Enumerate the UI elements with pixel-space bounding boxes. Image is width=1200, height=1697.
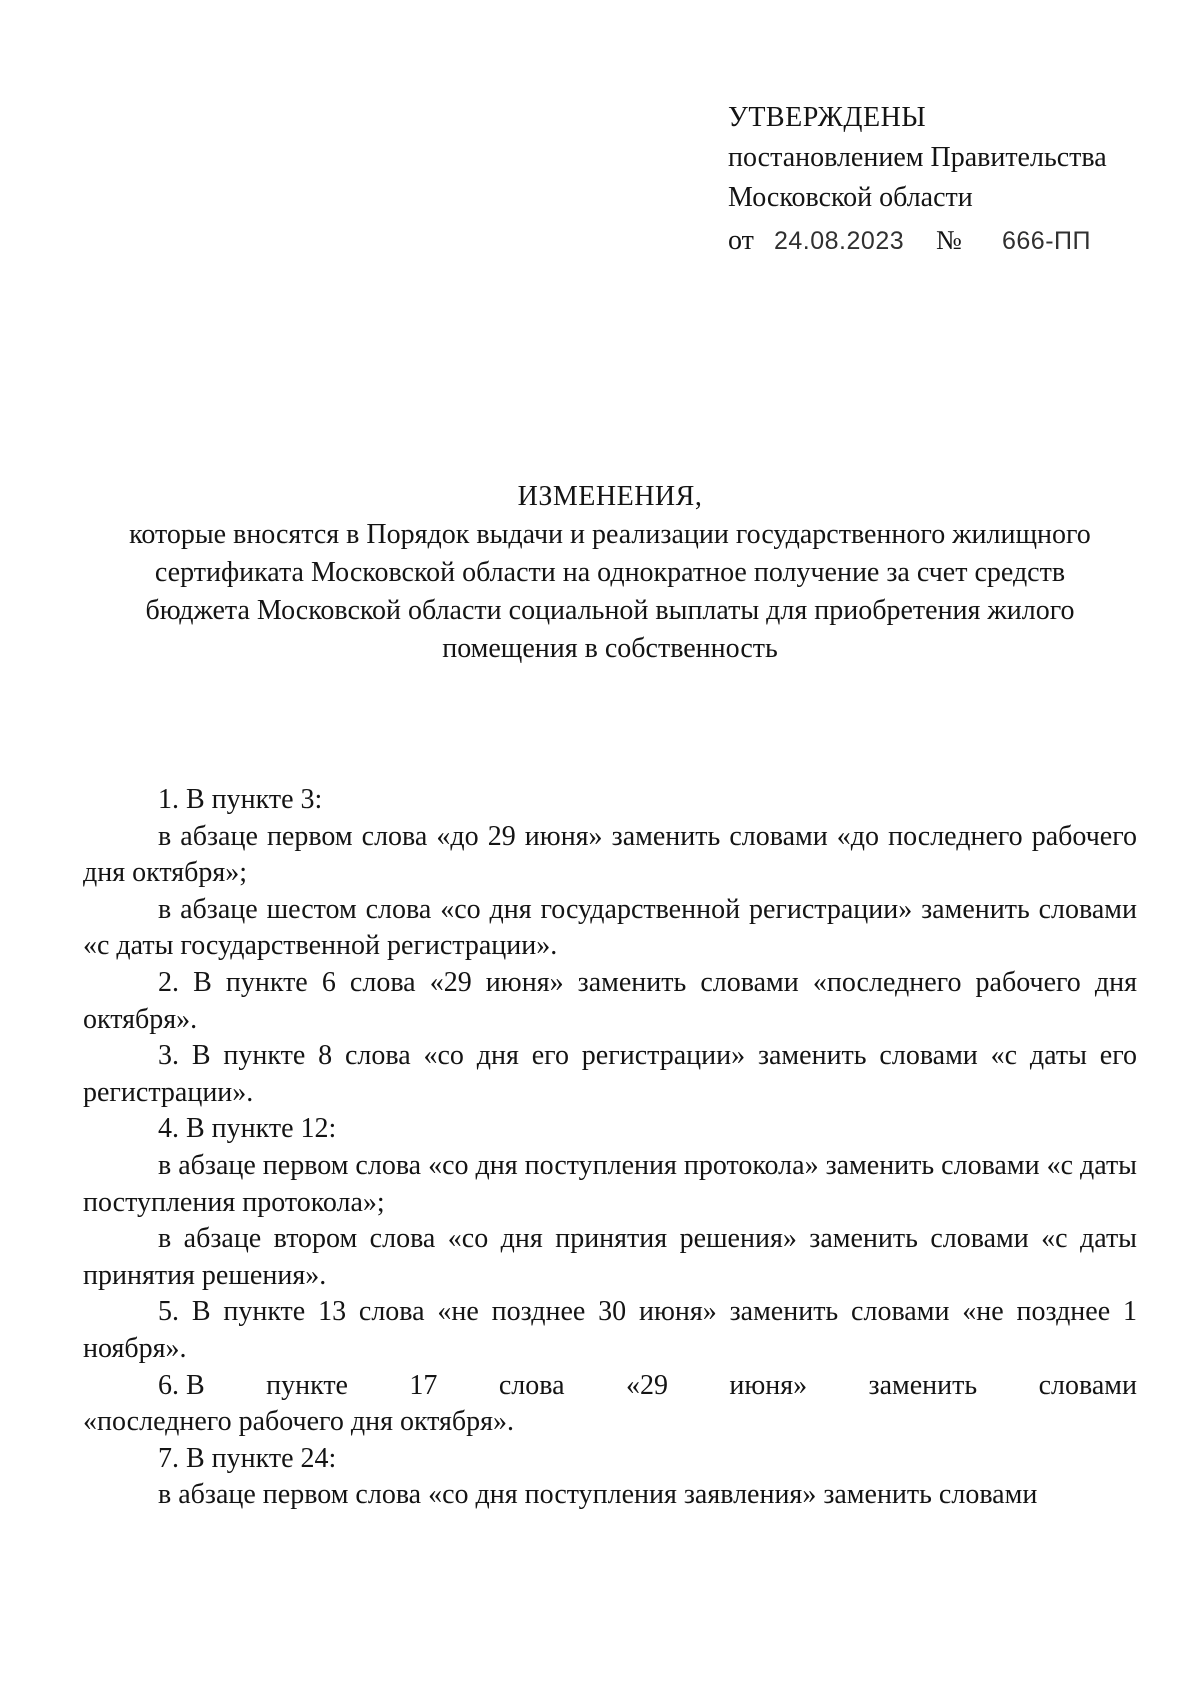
item6-word: словами bbox=[1038, 1369, 1137, 1401]
item6-word: июня» bbox=[729, 1369, 808, 1401]
heading-line: сертификата Московской области на однократное получение за счет средств bbox=[154, 557, 1066, 588]
heading-line: которые вносятся в Порядок выдачи и реализации государственного жилищного bbox=[129, 519, 1091, 550]
paragraph: 1. В пункте 3: bbox=[158, 784, 323, 815]
approval-line-2: Московской области bbox=[728, 182, 973, 213]
approval-date-line bbox=[728, 220, 1168, 261]
paragraph: в абзаце первом слова «со дня поступления протокола» заменить словами «с даты поступления протокола»; bbox=[83, 1149, 1137, 1218]
document-heading bbox=[90, 478, 1130, 668]
paragraph: в абзаце первом слова «до 29 июня» заменить словами «до последнего рабочего дня октября»; bbox=[83, 820, 1137, 889]
approval-block bbox=[728, 98, 1168, 261]
decree-number: 666-ПП bbox=[1002, 227, 1091, 255]
paragraph: в абзаце втором слова «со дня принятия решения» заменить словами «с даты принятия решения». bbox=[83, 1223, 1137, 1291]
item6-word: «29 bbox=[625, 1369, 668, 1401]
document-body bbox=[83, 782, 1137, 1514]
paragraph: 3. В пункте 8 слова «со дня его регистрации» заменить словами «с даты его регистрации». bbox=[83, 1040, 1137, 1108]
item6-word: пункте bbox=[266, 1369, 348, 1401]
approval-line-1: постановлением Правительства bbox=[728, 142, 1107, 173]
paragraph: 4. В пункте 12: bbox=[158, 1113, 337, 1145]
paragraph: 5. В пункте 13 слова «не позднее 30 июня» заменить словами «не позднее 1 ноября». bbox=[83, 1296, 1137, 1364]
number-sign: № bbox=[936, 225, 962, 255]
paragraph: в абзаце шестом слова «со дня государственной регистрации» заменить словами «с даты государственной регистрации». bbox=[83, 893, 1137, 962]
item6-word: слова bbox=[498, 1369, 565, 1401]
approved-label: УТВЕРЖДЕНЫ bbox=[728, 102, 927, 133]
heading-line: бюджета Московской области социальной выплаты для приобретения жилого bbox=[145, 595, 1075, 626]
paragraph: в абзаце первом слова «со дня поступления заявления» заменить словами bbox=[158, 1479, 1038, 1511]
item6-word: 6. В bbox=[158, 1369, 205, 1401]
paragraph: 2. В пункте 6 слова «29 июня» заменить словами «последнего рабочего дня октября». bbox=[83, 966, 1137, 1035]
heading-line: помещения в собственность bbox=[442, 633, 778, 664]
paragraph-item-6-continuation: «последнего рабочего дня октября». bbox=[83, 1406, 515, 1438]
item6-word: 17 bbox=[409, 1369, 438, 1401]
paragraph: 7. В пункте 24: bbox=[158, 1442, 337, 1474]
decree-date: 24.08.2023 bbox=[774, 227, 905, 255]
paragraph-item-6-first-line bbox=[83, 1368, 1137, 1405]
item6-word: заменить bbox=[868, 1369, 978, 1401]
heading-title: ИЗМЕНЕНИЯ, bbox=[517, 481, 703, 512]
from-label: от bbox=[728, 225, 754, 256]
